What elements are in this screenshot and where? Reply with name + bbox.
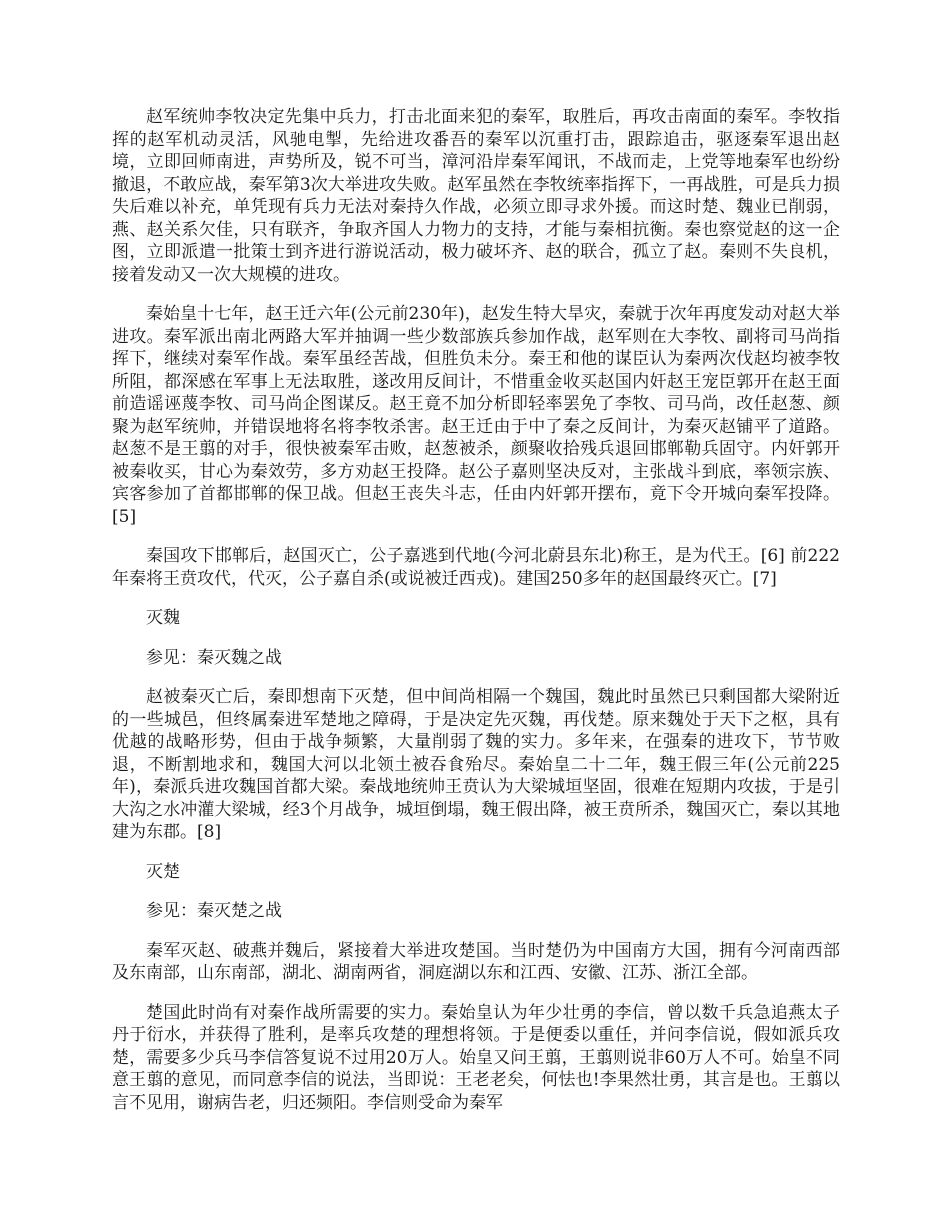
document-body [112, 106, 840, 1131]
see-also-wei: 参见：秦灭魏之战 [146, 647, 282, 668]
paragraph-chu-territory: 秦军灭赵、破燕并魏后，紧接着大举进攻楚国。当时楚仍为中国南方大国，拥有今河南西部及东南部，山东南部，湖北、湖南两省，洞庭湖以东和江西、安徽、江苏、浙江全部。 [112, 940, 840, 983]
paragraph-zhao-fall: 秦始皇十七年，赵王迁六年(公元前230年)，赵发生特大旱灾，秦就于次年再度发动对赵大举进攻。秦军派出南北两路大军并抽调一些少数部族兵参加作战，赵军则在大李牧、副将司马尚指挥下，继续对秦军作战。秦军虽经苦战，但胜负未分。秦王和他的谋臣认为秦两次伐赵均被李牧所阻，都深感在军事上无法取胜，遂改用反间计，不惜重金收买赵国内奸赵王宠臣郭开在赵王面前造谣诬蔑李牧、司马尚企图谋反。赵王竟不加分析即轻率罢免了李牧、司马尚，改任赵葱、颜聚为赵军统帅，并错误地将名将李牧杀害。赵王迁由于中了秦之反间计，为秦灭赵铺平了道路。赵葱不是王翦的对手，很快被秦军击败，赵葱被杀，颜聚收拾残兵退回邯郸勒兵固守。内奸郭开被秦收买，甘心为秦效劳，多方劝赵王投降。赵公子嘉则坚决反对，主张战斗到底，率领宗族、宾客参加了首都邯郸的保卫战。但赵王丧失斗志，任由内奸郭开摆布，竟下令开城向秦军投降。[5] [112, 304, 840, 527]
paragraph-zhao-end: 秦国攻下邯郸后，赵国灭亡，公子嘉逃到代地(今河北蔚县东北)称王，是为代王。[6] 前222年秦将王贲攻代，代灭，公子嘉自杀(或说被迁西戎)。建国250多年的赵国最终灭亡。[7] [112, 546, 840, 589]
section-heading-chu: 灭楚 [146, 861, 180, 882]
paragraph-chu-campaign: 楚国此时尚有对秦作战所需要的实力。秦始皇认为年少壮勇的李信，曾以数千兵急追燕太子丹于衍水，并获得了胜利，是率兵攻楚的理想将领。于是便委以重任，并问李信说，假如派兵攻楚，需要多少兵马李信答复说不过用20万人。始皇又问王翦，王翦则说非60万人不可。始皇不同意王翦的意见，而同意李信的说法，当即说：王老老矣，何怯也!李果然壮勇，其言是也。王翦以言不见用，谢病告老，归还频阳。李信则受命为秦军 [112, 1002, 840, 1113]
see-also-chu: 参见：秦灭楚之战 [146, 901, 282, 921]
section-heading-wei: 灭魏 [146, 608, 180, 628]
paragraph-zhao-strategy: 赵军统帅李牧决定先集中兵力，打击北面来犯的秦军，取胜后，再攻击南面的秦军。李牧指挥的赵军机动灵活，风驰电掣，先给进攻番吾的秦军以沉重打击，跟踪追击，驱逐秦军退出赵境，立即回师南进，声势所及，锐不可当，漳河沿岸秦军闻讯，不战而走，上党等地秦军也纷纷撤退，不敢应战，秦军第3次大举进攻失败。赵军虽然在李牧统率指挥下，一再战胜，可是兵力损失后难以补充，单凭现有兵力无法对秦持久作战，必须立即寻求外援。而这时楚、魏业已削弱，燕、赵关系欠佳，只有联齐，争取齐国人力物力的支持，才能与秦相抗衡。秦也察觉赵的这一企图，立即派遣一批策士到齐进行游说活动，极力破坏齐、赵的联合，孤立了赵。秦则不失良机，接着发动又一次大规模的进攻。 [112, 107, 840, 285]
paragraph-wei-conquest: 赵被秦灭亡后，秦即想南下灭楚，但中间尚相隔一个魏国，魏此时虽然已只剩国都大梁附近的一些城邑，但终属秦进军楚地之障碍，于是决定先灭魏，再伐楚。原来魏处于天下之枢，具有优越的战略形势，但由于战争频繁，大量削弱了魏的实力。多年来，在强秦的进攻下，节节败退，不断割地求和，魏国大河以北领土被吞食殆尽。秦始皇二十二年，魏王假三年(公元前225年)，秦派兵进攻魏国首都大梁。秦战地统帅王贲认为大梁城垣坚固，很难在短期内攻拔，于是引大沟之水冲灌大梁城，经3个月战争，城垣倒塌，魏王假出降，被王贲所杀，魏国灭亡，秦以其地建为东郡。[8] [112, 687, 840, 842]
